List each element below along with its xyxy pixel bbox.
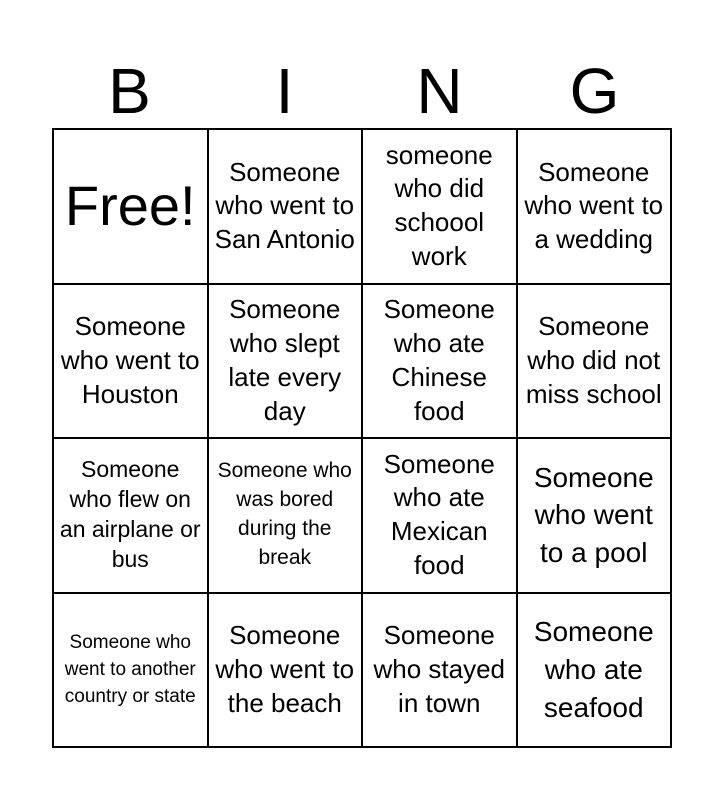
bingo-cell: someone who did schoool work <box>362 129 517 284</box>
bingo-cell: Someone who went to a wedding <box>517 129 672 284</box>
bingo-cell: Someone who went to a pool <box>517 438 672 593</box>
bingo-cell: Someone who was bored during the break <box>208 438 363 593</box>
bingo-cell: Someone who went to the beach <box>208 593 363 748</box>
bingo-grid <box>52 128 672 748</box>
header-letter-i: I <box>275 55 294 127</box>
header-letter-b: B <box>108 55 151 127</box>
bingo-cell: Someone who stayed in town <box>362 593 517 748</box>
bingo-cell: Someone who went to Houston <box>53 284 208 439</box>
bingo-cell: Someone who ate Chinese food <box>362 284 517 439</box>
bingo-header <box>52 56 672 126</box>
bingo-cell: Someone who went to San Antonio <box>208 129 363 284</box>
bingo-cell: Someone who flew on an airplane or bus <box>53 438 208 593</box>
bingo-cell: Someone who slept late every day <box>208 284 363 439</box>
bingo-cell: Someone who did not miss school <box>517 284 672 439</box>
bingo-cell: Someone who ate seafood <box>517 593 672 748</box>
bingo-cell: Someone who ate Mexican food <box>362 438 517 593</box>
header-letter-g: G <box>569 55 620 127</box>
bingo-cell-free: Free! <box>53 129 208 284</box>
bingo-cell: Someone who went to another country or state <box>53 593 208 748</box>
header-letter-n: N <box>416 55 463 127</box>
